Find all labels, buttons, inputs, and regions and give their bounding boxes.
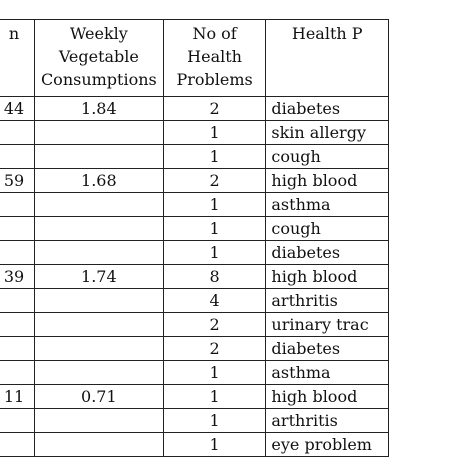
cell-health-problem: urinary trac	[266, 313, 389, 337]
table-row	[0, 193, 389, 217]
table-row	[0, 337, 389, 361]
cell-n	[0, 289, 34, 313]
cell-weekly-vegetable	[34, 217, 163, 241]
table-row	[0, 409, 389, 433]
health-problems-table	[0, 19, 389, 457]
header-n: n	[0, 20, 34, 97]
cell-health-problem: asthma	[266, 361, 389, 385]
cell-weekly-vegetable: 0.71	[34, 385, 163, 409]
cell-problem-count: 1	[163, 193, 266, 217]
header-weekly-vegetable-consumptions: Weekly Vegetable Consumptions	[34, 20, 163, 97]
cell-weekly-vegetable	[34, 193, 163, 217]
cell-health-problem: cough	[266, 145, 389, 169]
cell-weekly-vegetable	[34, 241, 163, 265]
cell-problem-count: 2	[163, 97, 266, 121]
cell-weekly-vegetable	[34, 313, 163, 337]
cell-problem-count: 1	[163, 433, 266, 457]
cell-health-problem: diabetes	[266, 337, 389, 361]
cell-weekly-vegetable: 1.68	[34, 169, 163, 193]
table-row	[0, 361, 389, 385]
cell-n	[0, 217, 34, 241]
header-health-problems: Health P	[266, 20, 389, 97]
cell-n	[0, 145, 34, 169]
cell-health-problem: high blood	[266, 265, 389, 289]
cell-n	[0, 361, 34, 385]
cell-n: 11	[0, 385, 34, 409]
cell-health-problem: diabetes	[266, 241, 389, 265]
cell-health-problem: arthritis	[266, 409, 389, 433]
cell-n	[0, 241, 34, 265]
cell-problem-count: 1	[163, 217, 266, 241]
cell-weekly-vegetable	[34, 145, 163, 169]
table-row	[0, 97, 389, 121]
cell-health-problem: high blood	[266, 385, 389, 409]
cell-weekly-vegetable	[34, 337, 163, 361]
table-row	[0, 241, 389, 265]
header-no-of-health-problems: No of Health Problems	[163, 20, 266, 97]
cell-weekly-vegetable: 1.74	[34, 265, 163, 289]
cell-n: 59	[0, 169, 34, 193]
cell-weekly-vegetable: 1.84	[34, 97, 163, 121]
table-row	[0, 289, 389, 313]
table-body	[0, 97, 389, 457]
cell-n: 39	[0, 265, 34, 289]
table-row	[0, 433, 389, 457]
header-row	[0, 20, 389, 97]
cell-n	[0, 409, 34, 433]
cell-weekly-vegetable	[34, 433, 163, 457]
cell-n	[0, 337, 34, 361]
table-row	[0, 217, 389, 241]
cell-problem-count: 4	[163, 289, 266, 313]
cell-health-problem: arthritis	[266, 289, 389, 313]
cell-problem-count: 2	[163, 313, 266, 337]
cell-n: 44	[0, 97, 34, 121]
cell-n	[0, 433, 34, 457]
cell-problem-count: 1	[163, 385, 266, 409]
cell-problem-count: 1	[163, 145, 266, 169]
table-row	[0, 145, 389, 169]
table-row	[0, 169, 389, 193]
table-row	[0, 313, 389, 337]
cell-problem-count: 2	[163, 337, 266, 361]
table-row	[0, 121, 389, 145]
cell-problem-count: 2	[163, 169, 266, 193]
cell-problem-count: 1	[163, 409, 266, 433]
cell-problem-count: 1	[163, 241, 266, 265]
cell-weekly-vegetable	[34, 289, 163, 313]
cell-problem-count: 1	[163, 121, 266, 145]
cell-n	[0, 193, 34, 217]
cell-problem-count: 1	[163, 361, 266, 385]
cell-n	[0, 121, 34, 145]
table-row	[0, 385, 389, 409]
cell-health-problem: high blood	[266, 169, 389, 193]
cell-health-problem: skin allergy	[266, 121, 389, 145]
cell-weekly-vegetable	[34, 361, 163, 385]
cell-health-problem: asthma	[266, 193, 389, 217]
table-row	[0, 265, 389, 289]
cell-health-problem: diabetes	[266, 97, 389, 121]
cell-health-problem: cough	[266, 217, 389, 241]
cell-weekly-vegetable	[34, 409, 163, 433]
cell-health-problem: eye problem	[266, 433, 389, 457]
cell-n	[0, 313, 34, 337]
cell-weekly-vegetable	[34, 121, 163, 145]
cell-problem-count: 8	[163, 265, 266, 289]
